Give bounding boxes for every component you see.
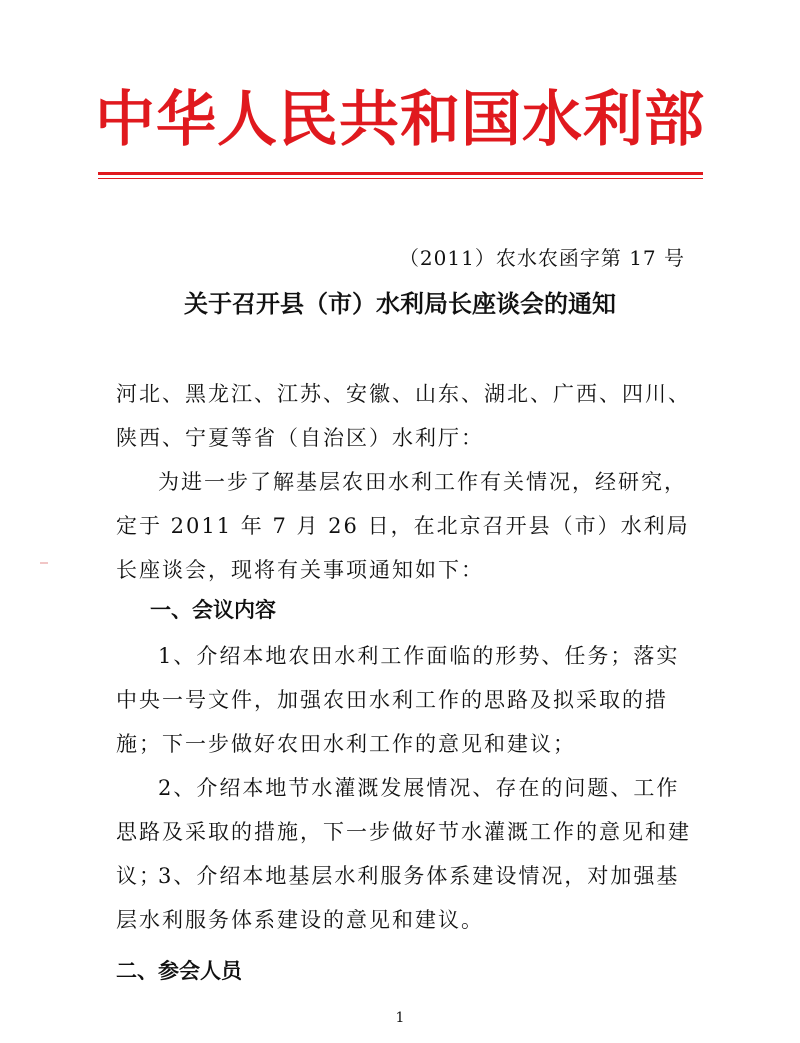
list-item: 2、介绍本地节水灌溉发展情况、存在的问题、工作思路及采取的措施，下一步做好节水灌溉工作的意见和建议； bbox=[116, 776, 691, 888]
section-heading-attendees: 二、参会人员 bbox=[116, 959, 242, 983]
intro-paragraph: 为进一步了解基层农田水利工作有关情况，经研究，定于 2011 年 7 月 26 日，在北京召开县（市）水利局长座谈会，现将有关事项通知如下： bbox=[116, 470, 690, 582]
document-number: （2011）农水农函字第 17 号 bbox=[398, 246, 685, 270]
section-heading-meeting-content: 一、会议内容 bbox=[150, 598, 276, 622]
letterhead-rule-thick bbox=[98, 172, 703, 175]
page-number: 1 bbox=[395, 1010, 405, 1026]
list-item: 1、介绍本地农田水利工作面临的形势、任务；落实中央一号文件，加强农田水利工作的思路及拟采取的措施；下一步做好农田水利工作的意见和建议； bbox=[116, 644, 680, 756]
recipients-paragraph: 河北、黑龙江、江苏、安徽、山东、湖北、广西、四川、陕西、宁夏等省（自治区）水利厅： bbox=[116, 382, 691, 450]
scan-mark bbox=[40, 562, 48, 564]
list-item: 3、介绍本地基层水利服务体系建设情况，对加强基层水利服务体系建设的意见和建议。 bbox=[116, 864, 680, 932]
document-title: 关于召开县（市）水利局长座谈会的通知 bbox=[184, 290, 616, 318]
letterhead-title: 中华人民共和国水利部 bbox=[95, 85, 705, 155]
letterhead-rule-thin bbox=[98, 178, 703, 179]
